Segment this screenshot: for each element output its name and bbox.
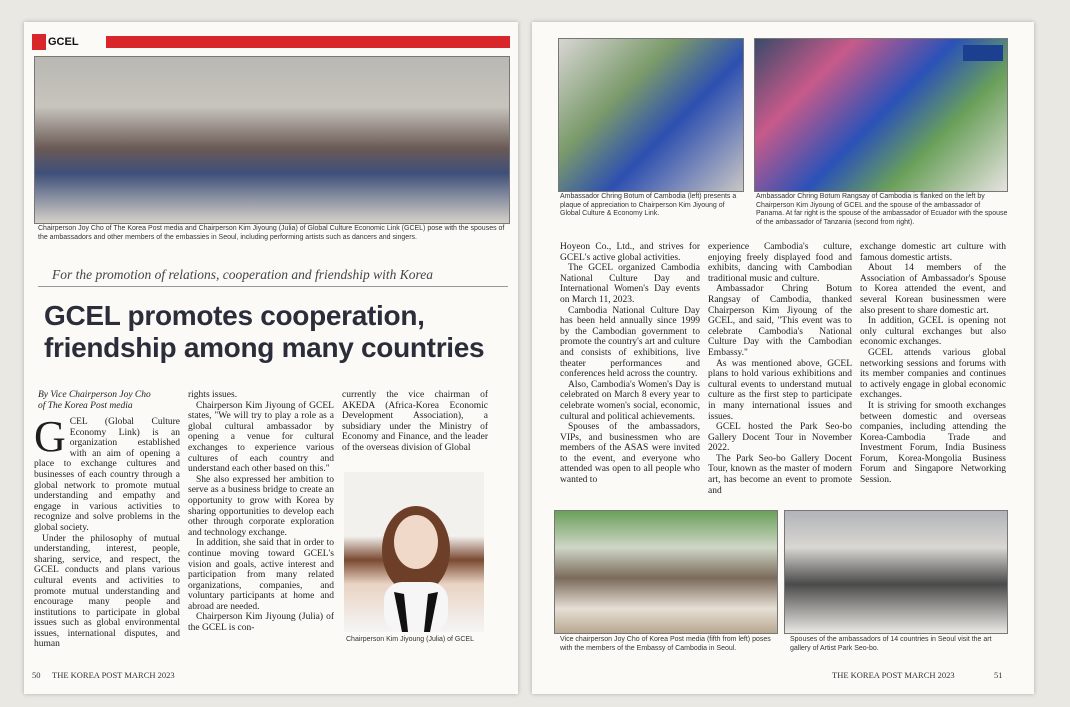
section-header	[32, 34, 510, 50]
byline-line-2: of The Korea Post media	[38, 401, 133, 411]
col2-paragraph-3: She also expressed her ambition to serve as a business bridge to create an opportunity to grow with Korea by sharing opportunities to develop each other through corporate exploration and technology exchange.	[188, 474, 334, 538]
section-tab	[32, 34, 46, 50]
col5-paragraph-5: The Park Seo-bo Gallery Docent Tour, known as the master of modern art, has become an event to promote and	[708, 453, 852, 496]
article-column-3	[342, 390, 488, 466]
col6-paragraph-1: exchange domestic art culture with famous domestic artists.	[860, 242, 1006, 263]
col4-paragraph-2: The GCEL organized Cambodia National Culture Day and International Women's Day events on March 11, 2023.	[560, 263, 700, 305]
col1-paragraph-1: CEL (Global Culture Economy Link) is an organization established with an aim of opening a place to exchange cultures and businesses of each country through a global network to promote mutual understanding and empathy and engage in various activities to recognize and solve problems in the global society.	[34, 417, 180, 533]
col3-paragraph-1: currently the vice chairman of AKEDA (Africa-Korea Economic Development Association), a subsidiary under the Ministry of Economy and Finance, and the leader of the overseas division of Global	[342, 390, 488, 453]
col6-paragraph-3: In addition, GCEL is opening not only cultural exchanges but also economic exchanges.	[860, 316, 1006, 348]
right-footer-publication: THE KOREA POST MARCH 2023	[832, 670, 955, 680]
col2-paragraph-2: Chairperson Kim Jiyoung of GCEL states, "We will try to play a role as a global cultural ambassador by opening a venue for cultural exchanges to experience various cultures of each country and understand each other based on this."	[188, 400, 334, 475]
cambodia-group-photo	[754, 38, 1008, 192]
portrait-photo	[344, 472, 484, 632]
col1-paragraph-2: Under the philosophy of mutual understanding, interest, people, sharing, service, and respect, the GCEL conducts and plans various cultural events and activities to promote mutual understanding and encourage many people and institutions to participate in global issues such as global environmental issues, international disputes, and human	[34, 533, 180, 650]
group-photo	[34, 56, 510, 224]
col5-paragraph-2: Ambassador Chring Botum Rangsay of Cambodia, thanked Chairperson Kim Jiyoung of the GCEL, and said, "This event was to celebrate Cambodia's National Culture Day with the Cambodian Embassy."	[708, 284, 852, 358]
gallery-caption: Spouses of the ambassadors of 14 countries in Seoul visit the art gallery of Artist Park Seo-bo.	[790, 636, 992, 652]
left-page-number: 50	[32, 670, 41, 680]
embassy-photo	[554, 510, 778, 634]
article-column-4	[560, 242, 700, 500]
section-rule	[106, 36, 510, 48]
col5-paragraph-1: experience Cambodia's culture, enjoying freely displayed food and exhibits, dancing with Cambodian traditional music and culture.	[708, 242, 852, 284]
col4-paragraph-1: Hoyeon Co., Ltd., and strives for GCEL's active global activities.	[560, 242, 700, 263]
right-page	[532, 22, 1034, 694]
col4-paragraph-4: Also, Cambodia's Women's Day is celebrated on March 8 every year to celebrate women's social, economic, cultural and political achievements.	[560, 379, 700, 422]
cambodia-plaque-caption: Ambassador Chring Botum of Cambodia (left) presents a plaque of appreciation to Chairperson Kim Jiyoung of Global Culture & Economy Link.	[560, 193, 737, 217]
col4-paragraph-5: Spouses of the ambassadors, VIPs, and businessmen who are members of the ASAS were invited to the event, and everyone who attended was open to all people who wanted to	[560, 422, 700, 486]
portrait-caption: Chairperson Kim Jiyoung (Julia) of GCEL	[346, 636, 474, 643]
col6-paragraph-2: About 14 members of the Association of Ambassador's Spouse to Korea attended the event, and several Korean businessmen were also present to share domestic art.	[860, 263, 1006, 316]
embassy-caption: Vice chairperson Joy Cho of Korea Post media (fifth from left) poses with the members of the Embassy of Cambodia in Seoul.	[560, 636, 771, 652]
col2-paragraph-4: In addition, she said that in order to continue moving toward GCEL's vision and goals, active interest and participation from many related organizations, companies, and voluntary participants at home and abroad are needed.	[188, 538, 334, 612]
col5-paragraph-4: GCEL hosted the Park Seo-bo Gallery Docent Tour in November 2022.	[708, 422, 852, 454]
col6-paragraph-5: It is striving for smooth exchanges between domestic and overseas companies, including attending the Korea-Cambodia Trade and Investment Forum, India Business Forum, Korea-Mongolia Business Forum and Singapore Networking Session.	[860, 400, 1006, 486]
gallery-photo	[784, 510, 1008, 634]
left-page	[24, 22, 518, 694]
section-name: GCEL	[48, 36, 79, 48]
byline	[38, 390, 178, 412]
col2-paragraph-1: rights issues.	[188, 390, 238, 400]
article-kicker: For the promotion of relations, cooperation and friendship with Korea	[52, 267, 433, 282]
kicker-rule	[38, 286, 508, 287]
article-column-6	[860, 242, 1006, 500]
article-column-1	[34, 417, 180, 675]
cambodia-plaque-photo	[558, 38, 744, 192]
byline-line-1: By Vice Chairperson Joy Cho	[38, 390, 151, 400]
portrait-illustration	[344, 472, 484, 632]
left-footer-publication: THE KOREA POST MARCH 2023	[52, 670, 175, 680]
article-column-2	[188, 390, 334, 678]
col5-paragraph-3: As was mentioned above, GCEL plans to hold various exhibitions and cultural events to understand mutual culture as the first step to participate in many international issues and issues.	[708, 358, 852, 422]
col4-paragraph-3: Cambodia National Culture Day has been held annually since 1999 by the Cambodian government to promote the country's art and culture and consists of exhibitions, live theater performances and conferences held across the country.	[560, 305, 700, 380]
right-page-number: 51	[994, 670, 1003, 680]
drop-cap: G	[34, 417, 66, 461]
embassy-logo-icon	[963, 45, 1003, 61]
cambodia-group-caption: Ambassador Chring Botum Rangsay of Cambodia is flanked on the left by Chairperson Kim Jiyoung of GCEL and the spouse of the ambassador of Panama. At far right is the spouse of the ambassador of Ecuador with the spouse of the ambassador of Tanzania (second from right).	[756, 193, 1008, 226]
article-column-5	[708, 242, 852, 500]
col2-paragraph-5: Chairperson Kim Jiyoung (Julia) of the GCEL is con-	[188, 612, 334, 634]
group-photo-caption: Chairperson Joy Cho of The Korea Post media and Chairperson Kim Jiyoung (Julia) of Global Culture Economic Link (GCEL) pose with the spouses of the ambassadors and other members of the embassies in Seoul, including performing artists such as dancers and singers.	[38, 225, 505, 241]
col6-paragraph-4: GCEL attends various global networking sessions and forums with its member companies and continues to actively engage in global economic exchanges.	[860, 347, 1006, 401]
article-headline: GCEL promotes cooperation, friendship among many countries	[44, 300, 485, 363]
